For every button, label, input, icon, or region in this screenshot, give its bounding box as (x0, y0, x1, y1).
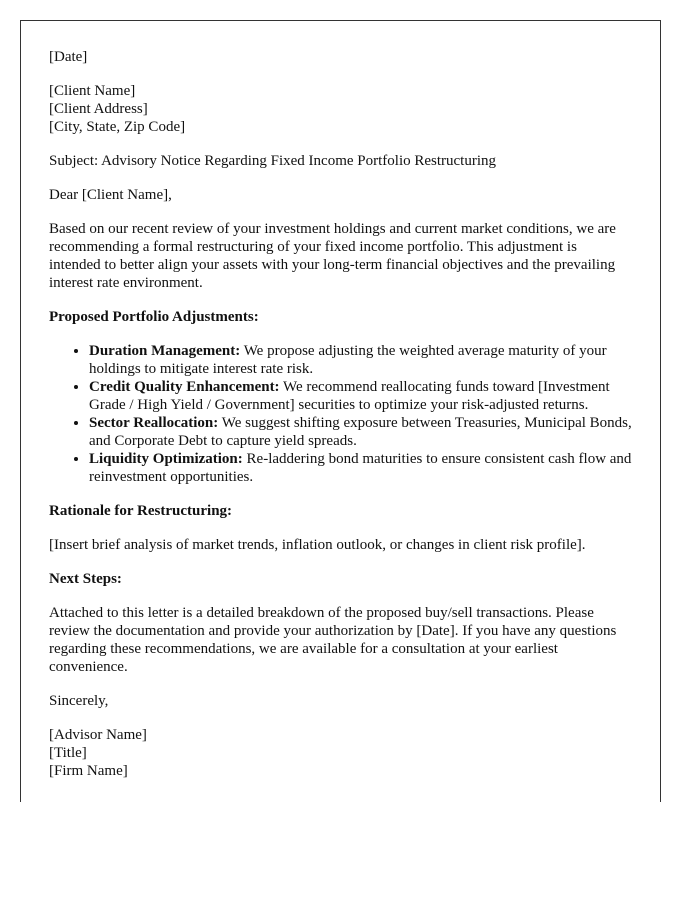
intro-paragraph: Based on our recent review of your investment holdings and current market conditions, we are recommending a formal restructuring of your fixed income portfolio. This adjustment is intended to better align your assets with your long-term financial objectives and the prevailing interest rate environment. (49, 221, 616, 291)
list-item-text: We recommend reallocating funds toward [Investment Grade / High Yield / Government] securities to optimize your risk-adjusted returns. (89, 379, 610, 413)
closing: Sincerely, (49, 693, 109, 709)
advisor-title: [Title] (49, 745, 87, 761)
subject-line: Subject: Advisory Notice Regarding Fixed Income Portfolio Restructuring (49, 153, 497, 169)
list-item-title: Credit Quality Enhancement: (89, 379, 280, 395)
list-item-text: We suggest shifting exposure between Treasuries, Municipal Bonds, and Corporate Debt to capture yield spreads. (89, 415, 632, 449)
list-item-title: Sector Reallocation: (89, 415, 219, 431)
client-address: [Client Address] (49, 101, 148, 117)
list-item (89, 342, 632, 378)
client-name: [Client Name] (49, 83, 136, 99)
list-item-title: Duration Management: (89, 343, 241, 359)
firm-name: [Firm Name] (49, 763, 128, 779)
salutation: Dear [Client Name], (49, 187, 172, 203)
next-steps-text: Attached to this letter is a detailed breakdown of the proposed buy/sell transactions. Please review the documentation and provide your authorization by [Date]. If you have any questions regarding these recommendations, we are available for a consultation at your earliest convenience. (49, 605, 617, 675)
list-item-title: Liquidity Optimization: (89, 451, 243, 467)
signature-block (49, 726, 632, 780)
letter-page (20, 20, 661, 802)
rationale-text: [Insert brief analysis of market trends, inflation outlook, or changes in client risk profile]. (49, 537, 586, 553)
rationale-heading: Rationale for Restructuring: (49, 503, 233, 519)
recipient-address (49, 82, 632, 136)
client-city-state-zip: [City, State, Zip Code] (49, 119, 186, 135)
adjustments-list (49, 342, 632, 486)
list-item (89, 414, 632, 450)
advisor-name: [Advisor Name] (49, 727, 147, 743)
list-item (89, 450, 632, 486)
list-item (89, 378, 632, 414)
list-item-text: We propose adjusting the weighted average maturity of your holdings to mitigate interest rate risk. (89, 343, 607, 377)
list-item-text: Re-laddering bond maturities to ensure consistent cash flow and reinvestment opportunities. (89, 451, 632, 485)
next-steps-heading: Next Steps: (49, 571, 122, 587)
date: [Date] (49, 49, 88, 65)
adjustments-heading: Proposed Portfolio Adjustments: (49, 309, 259, 325)
